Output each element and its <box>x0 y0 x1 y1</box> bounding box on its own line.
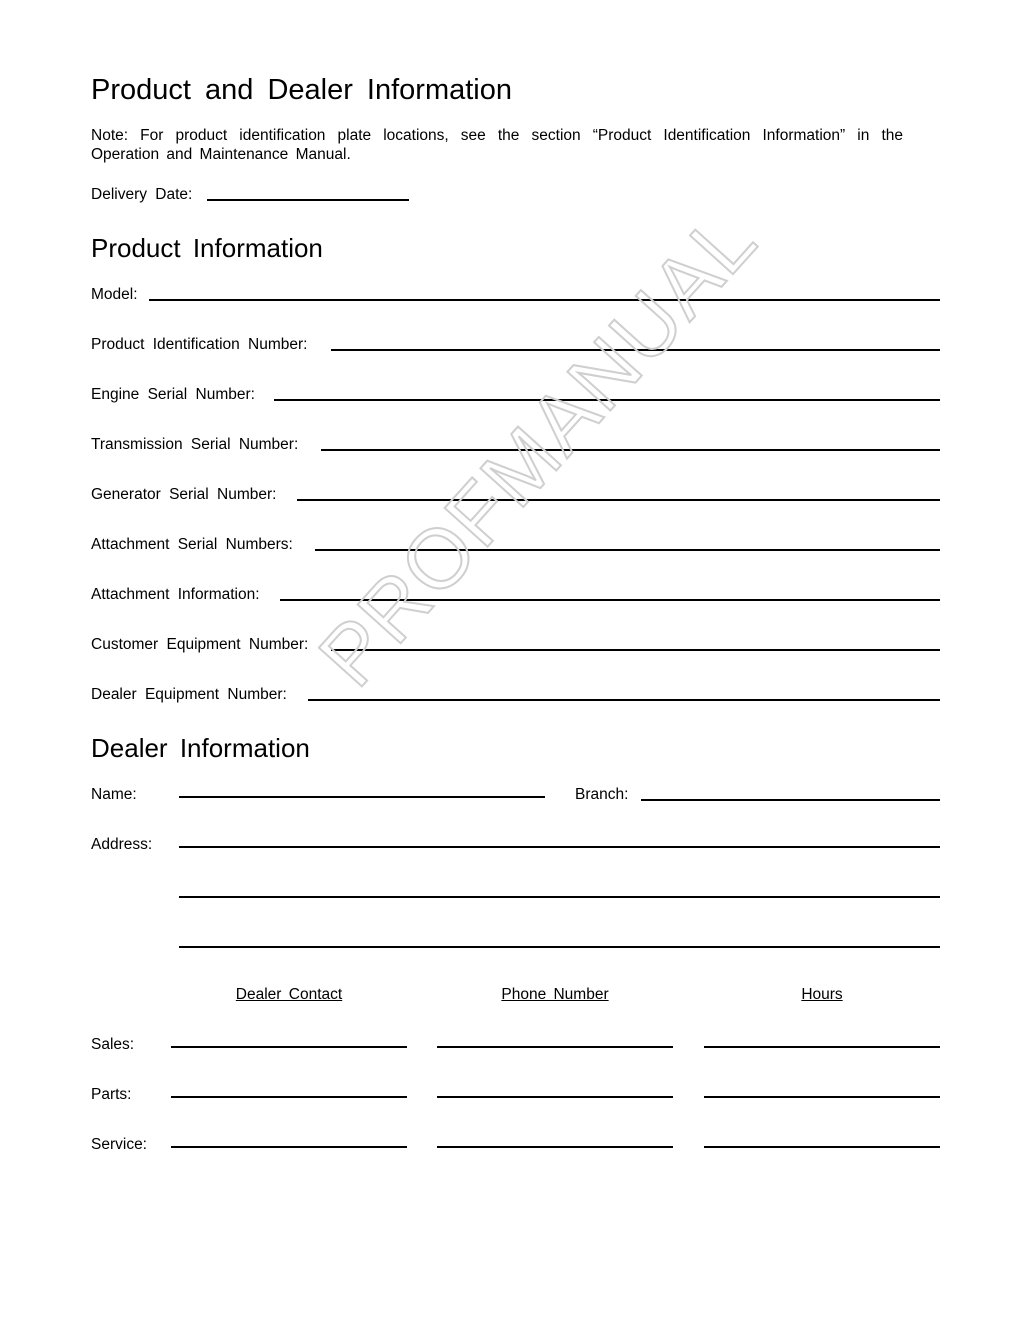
delivery-date-field[interactable] <box>207 199 409 201</box>
sales-phone-field[interactable] <box>437 1046 673 1048</box>
product-information-heading: Product Information <box>91 233 323 263</box>
address-label: Address: <box>91 836 153 853</box>
product-identification-number-label: Product Identification Number: <box>91 336 308 353</box>
engine-serial-number-field[interactable] <box>274 399 940 401</box>
service-contact-field[interactable] <box>171 1146 407 1148</box>
transmission-serial-number-field[interactable] <box>321 449 940 451</box>
sales-contact-field[interactable] <box>171 1046 407 1048</box>
customer-equipment-number-field[interactable] <box>331 649 940 651</box>
delivery-date-label: Delivery Date: <box>91 186 193 203</box>
branch-field[interactable] <box>641 799 940 801</box>
engine-serial-number-label: Engine Serial Number: <box>91 386 255 403</box>
address-field-line-3[interactable] <box>179 946 940 948</box>
dealer-information-heading: Dealer Information <box>91 733 310 763</box>
customer-equipment-number-label: Customer Equipment Number: <box>91 636 309 653</box>
parts-row-label: Parts: <box>91 1086 132 1103</box>
note-text: Note: For product identification plate locations, see the section “Product Identification Information” in the Operation and Maintenance Manual. <box>91 127 903 163</box>
parts-hours-field[interactable] <box>704 1096 940 1098</box>
generator-serial-number-label: Generator Serial Number: <box>91 486 277 503</box>
column-header-hours: Hours <box>801 986 843 1003</box>
model-field[interactable] <box>149 299 940 301</box>
parts-phone-field[interactable] <box>437 1096 673 1098</box>
dealer-name-label: Name: <box>91 786 137 803</box>
sales-row-label: Sales: <box>91 1036 135 1053</box>
column-header-phone-number: Phone Number <box>501 986 609 1003</box>
generator-serial-number-field[interactable] <box>297 499 940 501</box>
product-identification-number-field[interactable] <box>331 349 940 351</box>
dealer-equipment-number-field[interactable] <box>308 699 940 701</box>
sales-hours-field[interactable] <box>704 1046 940 1048</box>
parts-contact-field[interactable] <box>171 1096 407 1098</box>
column-header-dealer-contact: Dealer Contact <box>235 986 343 1003</box>
page-title: Product and Dealer Information <box>91 74 512 106</box>
address-field-line-2[interactable] <box>179 896 940 898</box>
branch-label: Branch: <box>575 786 629 803</box>
dealer-equipment-number-label: Dealer Equipment Number: <box>91 686 287 703</box>
attachment-information-label: Attachment Information: <box>91 586 260 603</box>
model-label: Model: <box>91 286 138 303</box>
service-row-label: Service: <box>91 1136 147 1153</box>
watermark: PROFMANUAL <box>300 192 775 704</box>
attachment-serial-numbers-field[interactable] <box>315 549 940 551</box>
attachment-serial-numbers-label: Attachment Serial Numbers: <box>91 536 293 553</box>
dealer-name-field[interactable] <box>179 796 545 798</box>
service-hours-field[interactable] <box>704 1146 940 1148</box>
address-field-line-1[interactable] <box>179 846 940 848</box>
transmission-serial-number-label: Transmission Serial Number: <box>91 436 299 453</box>
attachment-information-field[interactable] <box>280 599 940 601</box>
service-phone-field[interactable] <box>437 1146 673 1148</box>
